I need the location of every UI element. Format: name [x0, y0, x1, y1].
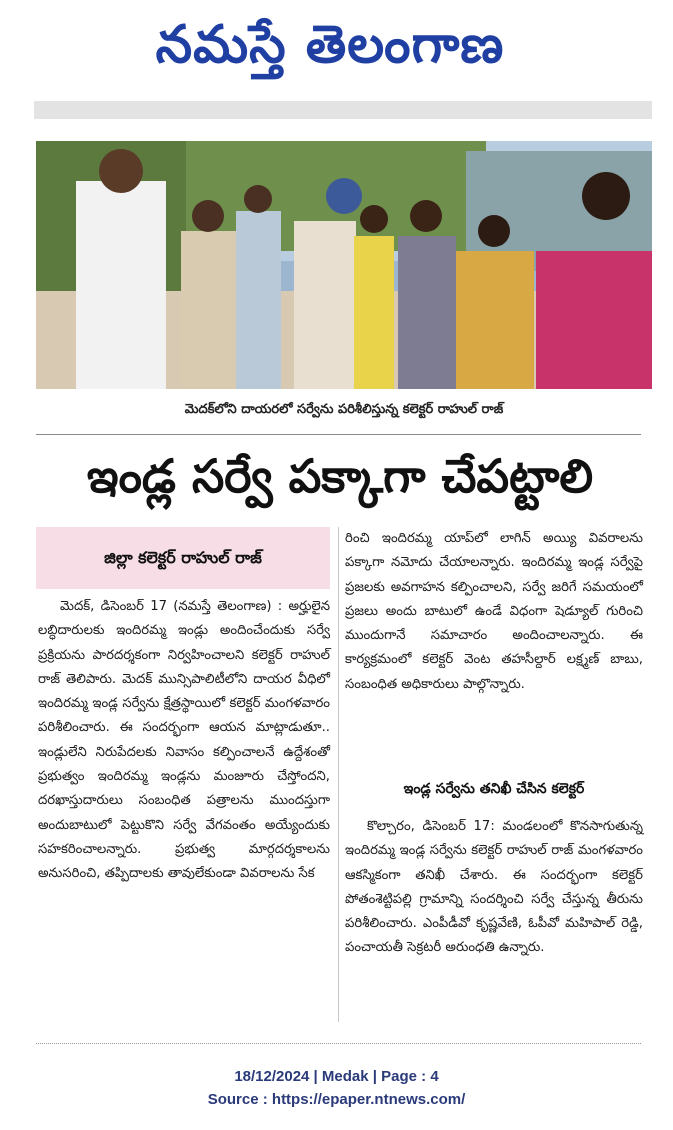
article-body-left-column	[38, 595, 330, 887]
article-body-right-column-top	[345, 527, 643, 697]
newspaper-masthead: నమస్తే తెలంగాణ	[155, 14, 505, 75]
article-body-left-text: మెదక్‌, డిసెంబర్‌ 17 (నమస్తే తెలంగాణ) : అర్హులైన లబ్ధిదారులకు ఇందిరమ్మ ఇండ్లు అందించేందుకు సర్వే ప్రక్రియను పారదర్శకంగా నిర్వహించాలని కలెక్టర్‌ రాహుల్‌ రాజ్‌ తెలిపారు. మెదక్‌ మున్సిపాలిటీలోని దాయర వీధిలో ఇందిరమ్మ ఇండ్ల సర్వేను క్షేత్రస్థాయిలో కలెక్టర్‌ మంగళవారం పరిశీలించారు. ఈ సందర్భంగా ఆయన మాట్లాడుతూ.. ఇండ్లులేని నిరుపేదలకు నివాసం కల్పించాలనే ఉద్దేశంతో ప్రభుత్వం ఇందిరమ్మ ఇండ్లను మంజూరు చేస్తోందని, దరఖాస్తుదారులు సంబంధిత పత్రాలను ముందస్తుగా అందుబాటులో పెట్టుకొని సర్వే వేగవంతం అయ్యేందుకు సహకరించాలన్నారు. ప్రభుత్వ మార్గదర్శకాలను అనుసరించి, తప్పిదాలకు తావులేకుండా వివరాలను సేక	[38, 599, 330, 882]
footer-source-link[interactable]: Source : https://epaper.ntnews.com/	[207, 1091, 466, 1108]
clipping-edge	[36, 1043, 641, 1050]
footer-date-edition: 18/12/2024 | Medak | Page : 4	[234, 1068, 439, 1085]
photo-caption: మెదక్‌లోని దాయరలో సర్వేను పరిశీలిస్తున్న కలెక్టర్‌ రాహుల్‌ రాజ్‌	[184, 402, 504, 417]
secondary-subhead: ఇండ్ల సర్వేను తనిఖీ చేసిన కలెక్టర్‌	[403, 781, 585, 797]
headline-rule	[36, 434, 641, 435]
article-body-right-text-top: రించి ఇందిరమ్మ యాప్‌లో లాగిన్‌ అయ్యి వివరాలను పక్కాగా నమోదు చేయాలన్నారు. ఇందిరమ్మ ఇండ్ల సర్వేపై ప్రజలకు అవగాహన కల్పించాలని, సర్వే జరిగే సమయంలో ప్రజలు అందు బాటులో ఉండే విధంగా షెడ్యూల్‌ గురించి ముందుగానే సమాచారం అందించాలన్నారు. ఈ కార్యక్రమంలో కలెక్టర్‌ వెంట తహసీల్దార్‌ లక్ష్మణ్‌ బాబు, సంబంధిత అధికారులు పాల్గొన్నారు.	[345, 531, 643, 692]
header-band	[34, 101, 652, 119]
column-divider	[338, 527, 339, 1022]
article-body-right-column-bottom	[345, 815, 643, 961]
article-headline: ఇండ్ల సర్వే పక్కాగా చేపట్టాలి	[86, 449, 594, 503]
news-photo	[36, 141, 652, 389]
article-body-right-text-bottom: కొల్చారం, డిసెంబర్‌ 17: మండలంలో కొనసాగుతున్న ఇందిరమ్మ ఇండ్ల సర్వేను కలెక్టర్‌ రాహుల్‌ రాజ్‌ మంగళవారం ఆకస్మికంగా తనిఖీ చేశారు. ఈ సందర్భంగా కలెక్టర్‌ పోతంశెట్టిపల్లి గ్రామాన్ని సందర్శించి సర్వే చేస్తున్న తీరును పరిశీలించారు. ఎంపీడీవో కృష్ణవేణి, ఓపీవో మహిపాల్‌ రెడ్డి, పంచాయతీ సెక్రటరీ అరుంధతి ఉన్నారు.	[345, 819, 643, 956]
article-subhead: జిల్లా కలెక్టర్‌ రాహుల్‌ రాజ్‌	[104, 548, 262, 567]
